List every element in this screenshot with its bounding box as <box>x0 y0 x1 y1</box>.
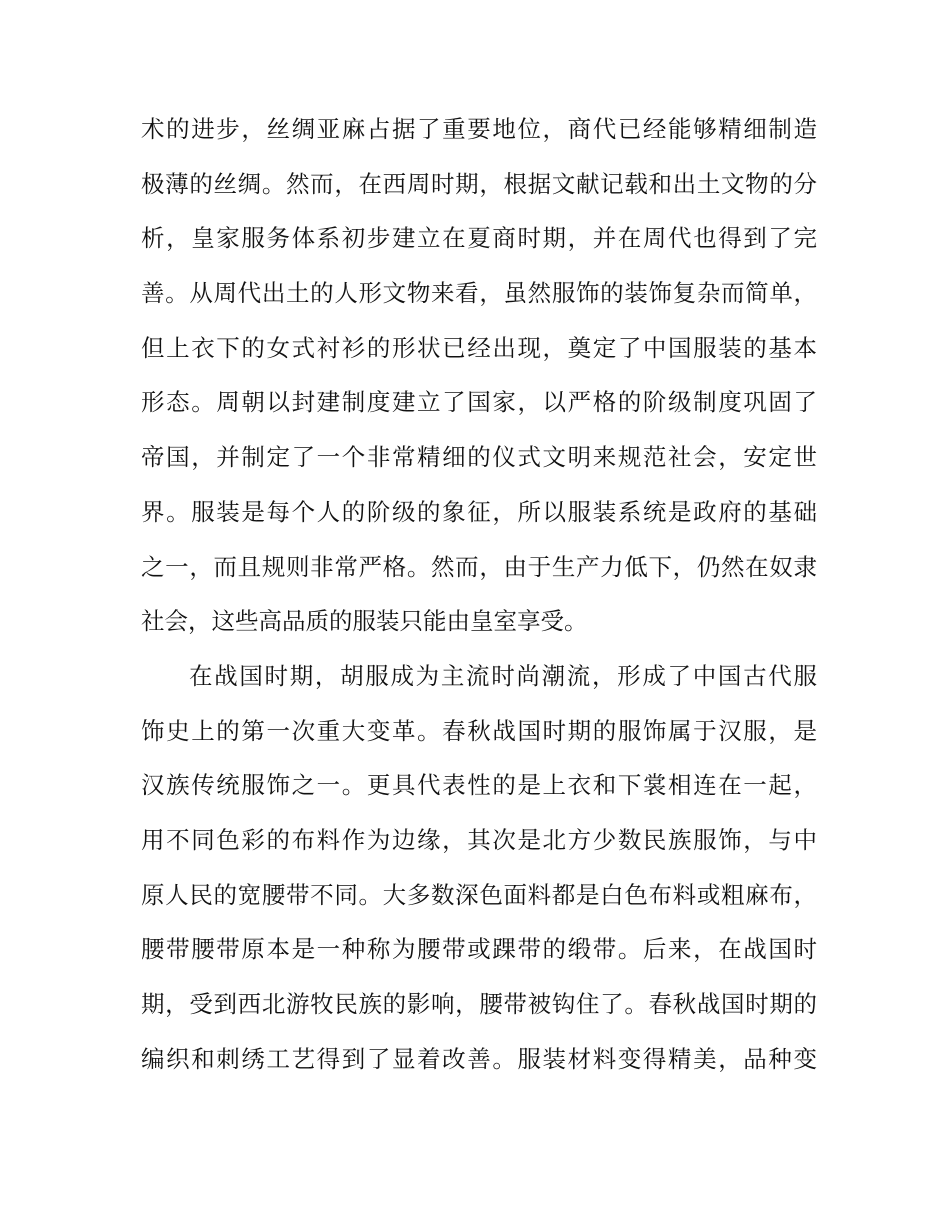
text-line: 界。服装是每个人的阶级的象征，所以服装系统是政府的基础 <box>141 497 817 526</box>
text-line: 善。从周代出土的人形文物来看，虽然服饰的装饰复杂而简单， <box>141 279 817 308</box>
text-line-last: 社会，这些高品质的服装只能由皇室享受。 <box>141 607 588 636</box>
text-line: 腰带腰带原本是一种称为腰带或踝带的缎带。后来，在战国时 <box>141 935 817 964</box>
text-line: 形态。周朝以封建制度建立了国家，以严格的阶级制度巩固了 <box>141 388 817 417</box>
text-line: 极薄的丝绸。然而，在西周时期，根据文献记载和出土文物的分 <box>141 169 817 198</box>
text-line: 编织和刺绣工艺得到了显着改善。服装材料变得精美，品种变 <box>141 1044 817 1073</box>
text-line: 析，皇家服务体系初步建立在夏商时期，并在周代也得到了完 <box>141 224 817 253</box>
text-line: 帝国，并制定了一个非常精细的仪式文明来规范社会，安定世 <box>141 443 817 472</box>
text-line: 之一，而且规则非常严格。然而，由于生产力低下，仍然在奴隶 <box>141 552 817 581</box>
text-line: 术的进步，丝绸亚麻占据了重要地位，商代已经能够精细制造 <box>141 115 817 143</box>
text-line: 期，受到西北游牧民族的影响，腰带被钩住了。春秋战国时期的 <box>141 990 817 1018</box>
text-line: 但上衣下的女式衬衫的形状已经出现，奠定了中国服装的基本 <box>141 333 817 362</box>
text-line: 汉族传统服饰之一。更具代表性的是上衣和下裳相连在一起， <box>141 771 817 800</box>
text-line: 原人民的宽腰带不同。大多数深色面料都是白色布料或粗麻布， <box>141 880 817 909</box>
paragraph-2 <box>141 649 817 1087</box>
document-body <box>141 102 817 1086</box>
text-line: 用不同色彩的布料作为边缘，其次是北方少数民族服饰，与中 <box>141 825 817 854</box>
paragraph-1 <box>141 102 817 649</box>
text-line-first: 在战国时期，胡服成为主流时尚潮流，形成了中国古代服 <box>189 661 817 690</box>
text-line: 饰史上的第一次重大变革。春秋战国时期的服饰属于汉服，是 <box>141 716 817 745</box>
